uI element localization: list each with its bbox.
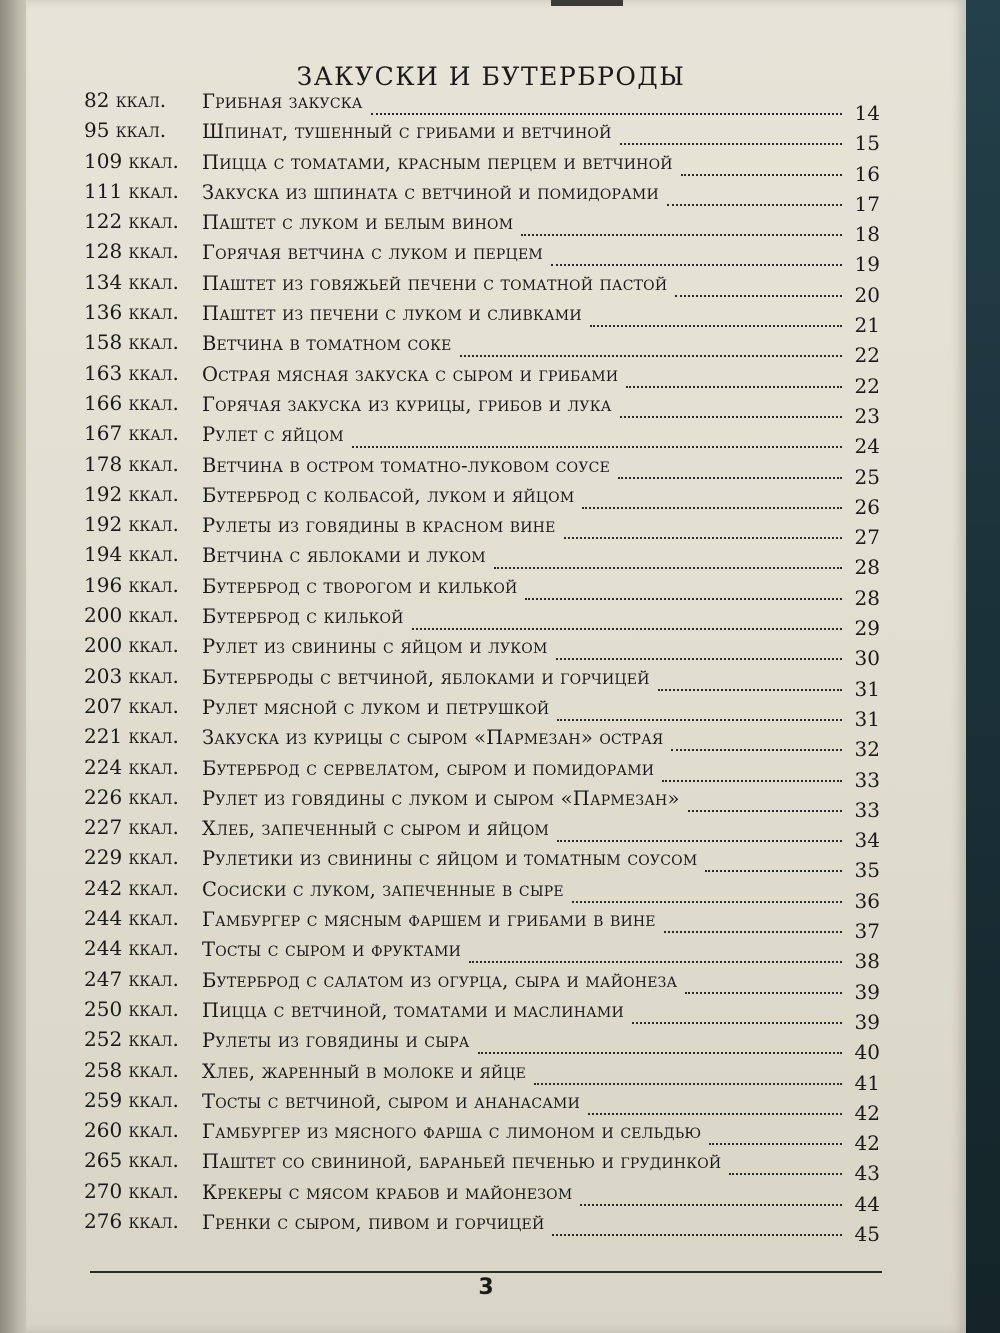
- entry-title: Рулет из говядины с луком и сыром «Пармезан»: [202, 786, 680, 810]
- entry-page-number: 35: [854, 858, 880, 883]
- entry-page-number: 39: [854, 979, 880, 1004]
- entry-calories: 276 ккал.: [84, 1208, 179, 1233]
- dot-leader: [685, 990, 842, 994]
- toc-entry: [0, 178, 1000, 216]
- entry-page-number: 23: [854, 403, 880, 428]
- toc-entry: [0, 542, 1000, 580]
- entry-page-number: 17: [854, 191, 880, 216]
- toc-entry: [0, 815, 1000, 853]
- dot-leader: [525, 596, 842, 600]
- dot-leader: [564, 535, 842, 539]
- toc-entry: [0, 1118, 1000, 1156]
- entry-calories: 270 ккал.: [84, 1178, 179, 1203]
- dot-leader: [667, 202, 842, 206]
- dot-leader: [618, 475, 842, 479]
- entry-page-number: 21: [854, 313, 880, 338]
- toc-entry: [0, 330, 1000, 368]
- entry-title: Рулет из свинины с яйцом и луком: [202, 635, 548, 659]
- entry-title: Ветчина в томатном соке: [202, 332, 452, 356]
- toc-entry: [0, 1027, 1000, 1065]
- entry-title: Тосты с ветчиной, сыром и ананасами: [202, 1089, 580, 1113]
- dot-leader: [620, 141, 842, 145]
- entry-calories: 196 ккал.: [84, 572, 179, 597]
- entry-title: Хлеб, жаренный в молоке и яйце: [202, 1059, 527, 1083]
- toc-entry: [0, 1087, 1000, 1125]
- entry-calories: 247 ккал.: [84, 966, 179, 991]
- entry-title: Закуска из шпината с ветчиной и помидорами: [202, 180, 659, 204]
- dot-leader: [556, 656, 842, 660]
- toc-entry: [0, 148, 1000, 186]
- section-title: ЗАКУСКИ И БУТЕРБРОДЫ: [296, 62, 686, 91]
- entry-calories: 200 ккал.: [84, 633, 179, 658]
- toc-entry: [0, 875, 1000, 913]
- dot-leader: [534, 1081, 842, 1085]
- entry-title: Бутерброд с колбасой, луком и яйцом: [202, 483, 575, 507]
- entry-page-number: 31: [854, 676, 880, 701]
- entry-title: Гренки с сыром, пивом и горчицей: [202, 1210, 545, 1234]
- dot-leader: [460, 353, 842, 357]
- entry-calories: 136 ккал.: [84, 300, 179, 325]
- entry-page-number: 20: [854, 282, 880, 307]
- toc-entry: [0, 633, 1000, 671]
- entry-title: Крекеры с мясом крабов и майонезом: [202, 1180, 573, 1204]
- entry-calories: 82 ккал.: [84, 88, 167, 112]
- entry-calories: 227 ккал.: [84, 815, 179, 840]
- toc-entry: [0, 906, 1000, 944]
- entry-calories: 224 ккал.: [84, 754, 179, 779]
- toc-entry: [0, 300, 1000, 338]
- entry-page-number: 26: [854, 494, 880, 519]
- dot-leader: [705, 868, 842, 872]
- dot-leader: [469, 959, 842, 963]
- entry-page-number: 19: [854, 252, 880, 277]
- page-number: 3: [478, 1275, 494, 1300]
- toc-entry: [0, 1057, 1000, 1095]
- entry-calories: 244 ккал.: [84, 906, 179, 931]
- dot-leader: [658, 687, 842, 691]
- dot-leader: [709, 1141, 842, 1145]
- entry-title: Рулет мясной с луком и петрушкой: [202, 695, 550, 719]
- entry-calories: 203 ккал.: [84, 663, 179, 688]
- entry-page-number: 14: [854, 101, 880, 125]
- entry-page-number: 16: [854, 161, 880, 186]
- toc-entry: [0, 512, 1000, 550]
- entry-calories: 163 ккал.: [84, 360, 179, 385]
- dot-leader: [590, 323, 842, 327]
- toc-entry: [0, 784, 1000, 822]
- toc-entry: [0, 118, 1000, 156]
- entry-title: Гамбургер с мясным фаршем и грибами в вине: [202, 908, 656, 932]
- entry-title: Ветчина с яблоками и луком: [202, 544, 486, 568]
- entry-calories: 178 ккал.: [84, 451, 179, 476]
- entry-calories: 128 ккал.: [84, 239, 179, 264]
- entry-calories: 221 ккал.: [84, 724, 179, 749]
- entry-calories: 260 ккал.: [84, 1118, 179, 1143]
- entry-page-number: 32: [854, 737, 880, 762]
- dot-leader: [588, 1111, 842, 1115]
- entry-calories: 252 ккал.: [84, 1027, 179, 1052]
- footer-rule: [90, 1271, 882, 1273]
- entry-calories: 158 ккал.: [84, 330, 179, 355]
- entry-page-number: 33: [854, 797, 880, 822]
- dot-leader: [580, 1202, 842, 1206]
- toc-entry: [0, 239, 1000, 277]
- entry-title: Паштет с луком и белым вином: [202, 211, 514, 235]
- entry-page-number: 34: [854, 828, 880, 853]
- entry-title: Ветчина в остром томатно-луковом соусе: [202, 453, 610, 477]
- dot-leader: [478, 1050, 842, 1054]
- toc-entry: [0, 451, 1000, 489]
- dot-leader: [662, 778, 842, 782]
- entry-calories: 259 ккал.: [84, 1087, 179, 1112]
- entry-page-number: 24: [854, 434, 880, 459]
- entry-page-number: 18: [854, 222, 880, 247]
- entry-page-number: 22: [854, 373, 880, 398]
- entry-title: Закуска из курицы с сыром «Пармезан» острая: [202, 726, 664, 750]
- dot-leader: [632, 1020, 842, 1024]
- dot-leader: [412, 626, 842, 630]
- dot-leader: [371, 111, 842, 115]
- table-of-contents: [0, 88, 1000, 1246]
- toc-entry: [0, 421, 1000, 459]
- entry-title: Паштет из печени с луком и сливками: [202, 302, 582, 326]
- entry-calories: 111 ккал.: [84, 178, 179, 203]
- entry-title: Грибная закуска: [202, 90, 363, 113]
- toc-entry: [0, 845, 1000, 883]
- dot-leader: [620, 414, 842, 418]
- entry-calories: 265 ккал.: [84, 1148, 179, 1173]
- dot-leader: [557, 838, 842, 842]
- entry-title: Рулет с яйцом: [202, 423, 344, 447]
- entry-page-number: 27: [854, 525, 880, 550]
- entry-page-number: 38: [854, 949, 880, 974]
- toc-entry: [0, 693, 1000, 731]
- entry-page-number: 44: [854, 1191, 880, 1216]
- entry-title: Шпинат, тушенный с грибами и ветчиной: [202, 120, 612, 144]
- dot-leader: [352, 444, 842, 448]
- entry-page-number: 15: [854, 131, 880, 156]
- toc-entry: [0, 936, 1000, 974]
- toc-entry: [0, 572, 1000, 610]
- entry-title: Бутерброд с творогом и килькой: [202, 574, 518, 598]
- entry-title: Гамбургер из мясного фарша с лимоном и сельдью: [202, 1120, 702, 1144]
- toc-entry: [0, 269, 1000, 307]
- entry-calories: 194 ккал.: [84, 542, 179, 567]
- entry-title: Пицца с ветчиной, томатами и маслинами: [202, 998, 624, 1022]
- toc-entry: [0, 360, 1000, 398]
- entry-title: Горячая закуска из курицы, грибов и лука: [202, 392, 612, 416]
- dot-leader: [626, 384, 842, 388]
- dot-leader: [521, 232, 842, 236]
- entry-title: Бутерброд с сервелатом, сыром и помидорами: [202, 756, 655, 780]
- entry-page-number: 40: [854, 1040, 880, 1065]
- entry-calories: 134 ккал.: [84, 269, 179, 294]
- entry-page-number: 30: [854, 646, 880, 671]
- entry-page-number: 28: [854, 585, 880, 610]
- entry-calories: 242 ккал.: [84, 875, 179, 900]
- dot-leader: [664, 929, 842, 933]
- entry-calories: 167 ккал.: [84, 421, 179, 446]
- entry-title: Острая мясная закуска с сыром и грибами: [202, 362, 619, 386]
- entry-page-number: 31: [854, 706, 880, 731]
- entry-page-number: 28: [854, 555, 880, 580]
- entry-title: Горячая ветчина с луком и перцем: [202, 241, 543, 265]
- entry-title: Рулетики из свинины с яйцом и томатным соусом: [202, 847, 698, 871]
- entry-page-number: 29: [854, 616, 880, 641]
- dot-leader: [552, 1232, 842, 1236]
- entry-calories: 122 ккал.: [84, 209, 179, 234]
- toc-entry: [0, 209, 1000, 247]
- entry-title: Бутерброд с килькой: [202, 605, 404, 629]
- entry-page-number: 36: [854, 888, 880, 913]
- entry-title: Паштет со свининой, бараньей печенью и грудинкой: [202, 1150, 722, 1174]
- entry-page-number: 41: [854, 1070, 880, 1095]
- entry-title: Паштет из говяжьей печени с томатной пастой: [202, 271, 668, 295]
- entry-page-number: 39: [854, 1009, 880, 1034]
- toc-entry: [0, 724, 1000, 762]
- entry-calories: 244 ккал.: [84, 936, 179, 961]
- entry-title: Бутерброд с салатом из огурца, сыра и майонеза: [202, 968, 678, 992]
- entry-calories: 226 ккал.: [84, 784, 179, 809]
- dot-leader: [572, 899, 842, 903]
- entry-calories: 258 ккал.: [84, 1057, 179, 1082]
- dot-leader: [675, 293, 842, 297]
- entry-calories: 95 ккал.: [84, 118, 167, 143]
- dot-leader: [582, 505, 842, 509]
- entry-title: Бутерброды с ветчиной, яблоками и горчицей: [202, 665, 650, 689]
- dot-leader: [557, 717, 842, 721]
- entry-title: Сосиски с луком, запеченные в сыре: [202, 877, 564, 901]
- toc-entry: [0, 754, 1000, 792]
- toc-entry: [0, 603, 1000, 641]
- dot-leader: [494, 565, 842, 569]
- entry-title: Хлеб, запеченный с сыром и яйцом: [202, 817, 550, 841]
- entry-calories: 166 ккал.: [84, 390, 179, 415]
- toc-entry: [0, 663, 1000, 701]
- entry-title: Тосты с сыром и фруктами: [202, 938, 462, 962]
- entry-title: Рулеты из говядины в красном вине: [202, 514, 556, 538]
- entry-calories: 109 ккал.: [84, 148, 179, 173]
- dot-leader: [681, 172, 842, 176]
- toc-entry: [0, 1178, 1000, 1216]
- toc-entry: [0, 1208, 1000, 1246]
- entry-calories: 207 ккал.: [84, 693, 179, 718]
- entry-title: Рулеты из говядины и сыра: [202, 1029, 470, 1053]
- entry-title: Пицца с томатами, красным перцем и ветчиной: [202, 150, 673, 174]
- entry-page-number: 42: [854, 1100, 880, 1125]
- header-mark: [551, 0, 623, 6]
- entry-calories: 229 ккал.: [84, 845, 179, 870]
- entry-page-number: 43: [854, 1161, 880, 1186]
- entry-page-number: 45: [854, 1221, 880, 1246]
- entry-page-number: 22: [854, 343, 880, 368]
- toc-entry: [0, 1148, 1000, 1186]
- toc-entry: [0, 481, 1000, 519]
- entry-page-number: 25: [854, 464, 880, 489]
- entry-calories: 192 ккал.: [84, 512, 179, 537]
- entry-calories: 250 ккал.: [84, 996, 179, 1021]
- toc-entry: [0, 88, 1000, 125]
- dot-leader: [688, 808, 842, 812]
- entry-page-number: 33: [854, 767, 880, 792]
- entry-page-number: 42: [854, 1131, 880, 1156]
- entry-page-number: 37: [854, 919, 880, 944]
- dot-leader: [551, 262, 842, 266]
- dot-leader: [671, 747, 842, 751]
- toc-entry: [0, 390, 1000, 428]
- dot-leader: [729, 1171, 842, 1175]
- toc-entry: [0, 996, 1000, 1034]
- entry-calories: 192 ккал.: [84, 481, 179, 506]
- entry-calories: 200 ккал.: [84, 603, 179, 628]
- toc-entry: [0, 966, 1000, 1004]
